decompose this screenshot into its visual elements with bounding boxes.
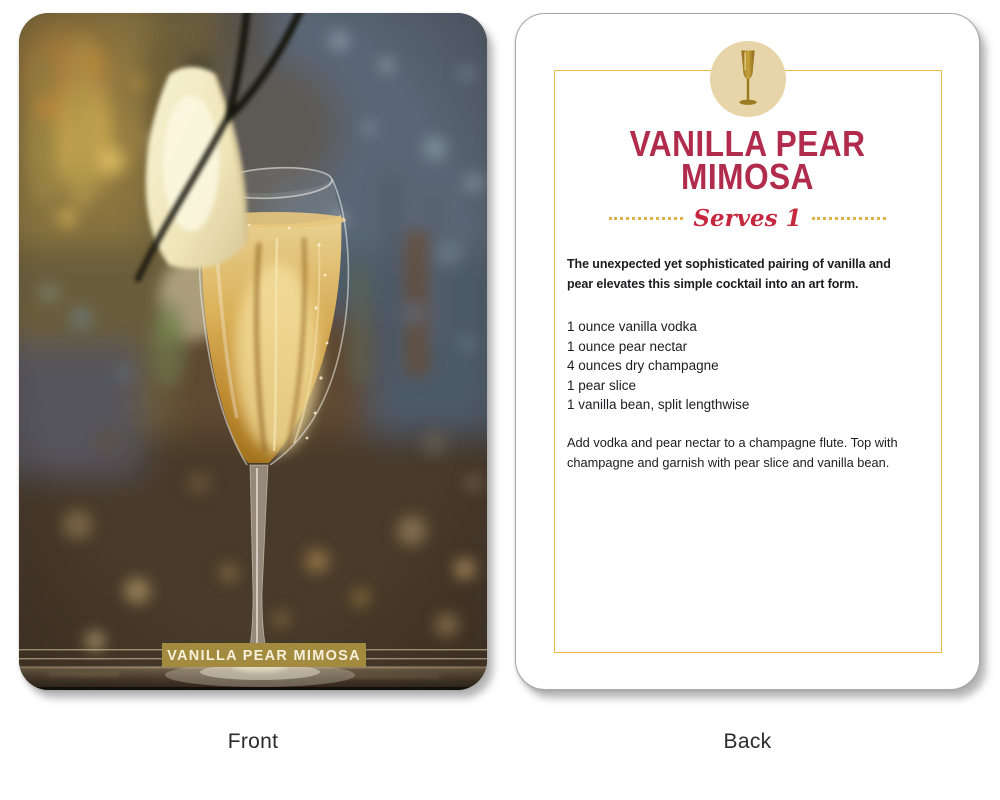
front-banner-label: VANILLA PEAR MIMOSA (167, 648, 361, 664)
ingredient-item: 1 ounce vanilla vodka (567, 319, 697, 334)
serves-label: Serves 1 (693, 205, 802, 232)
back-card (515, 13, 980, 690)
back-caption: Back (723, 730, 772, 753)
intro-line: The unexpected yet sophisticated pairing of vanilla and (567, 257, 891, 271)
recipe-instructions (567, 433, 959, 473)
ingredient-item: 1 vanilla bean, split lengthwise (567, 397, 750, 412)
photo-vignette (19, 13, 487, 690)
recipe-intro (567, 254, 959, 294)
dotted-rule-left (609, 217, 683, 220)
ingredient-list (567, 317, 949, 415)
recipe-title-line1: VANILLA PEAR (629, 123, 866, 164)
intro-line: pear elevates this simple cocktail into an art form. (567, 277, 859, 291)
instruction-line: Add vodka and pear nectar to a champagne flute. Top with (567, 435, 898, 450)
ingredient-item: 1 ounce pear nectar (567, 338, 688, 354)
recipe-title (544, 123, 951, 197)
ingredient-item: 4 ounces dry champagne (567, 358, 719, 373)
ingredient-item: 1 pear slice (567, 377, 637, 393)
dotted-rule-right (812, 217, 886, 220)
cocktail-photo (19, 13, 487, 690)
instruction-line: champagne and garnish with pear slice and vanilla bean. (567, 455, 890, 470)
champagne-flute-icon (710, 41, 786, 117)
front-caption: Front (227, 730, 279, 753)
serves-row (516, 205, 979, 232)
front-card (19, 13, 487, 690)
recipe-title-line2: MIMOSA (681, 156, 814, 197)
badge (710, 41, 786, 117)
